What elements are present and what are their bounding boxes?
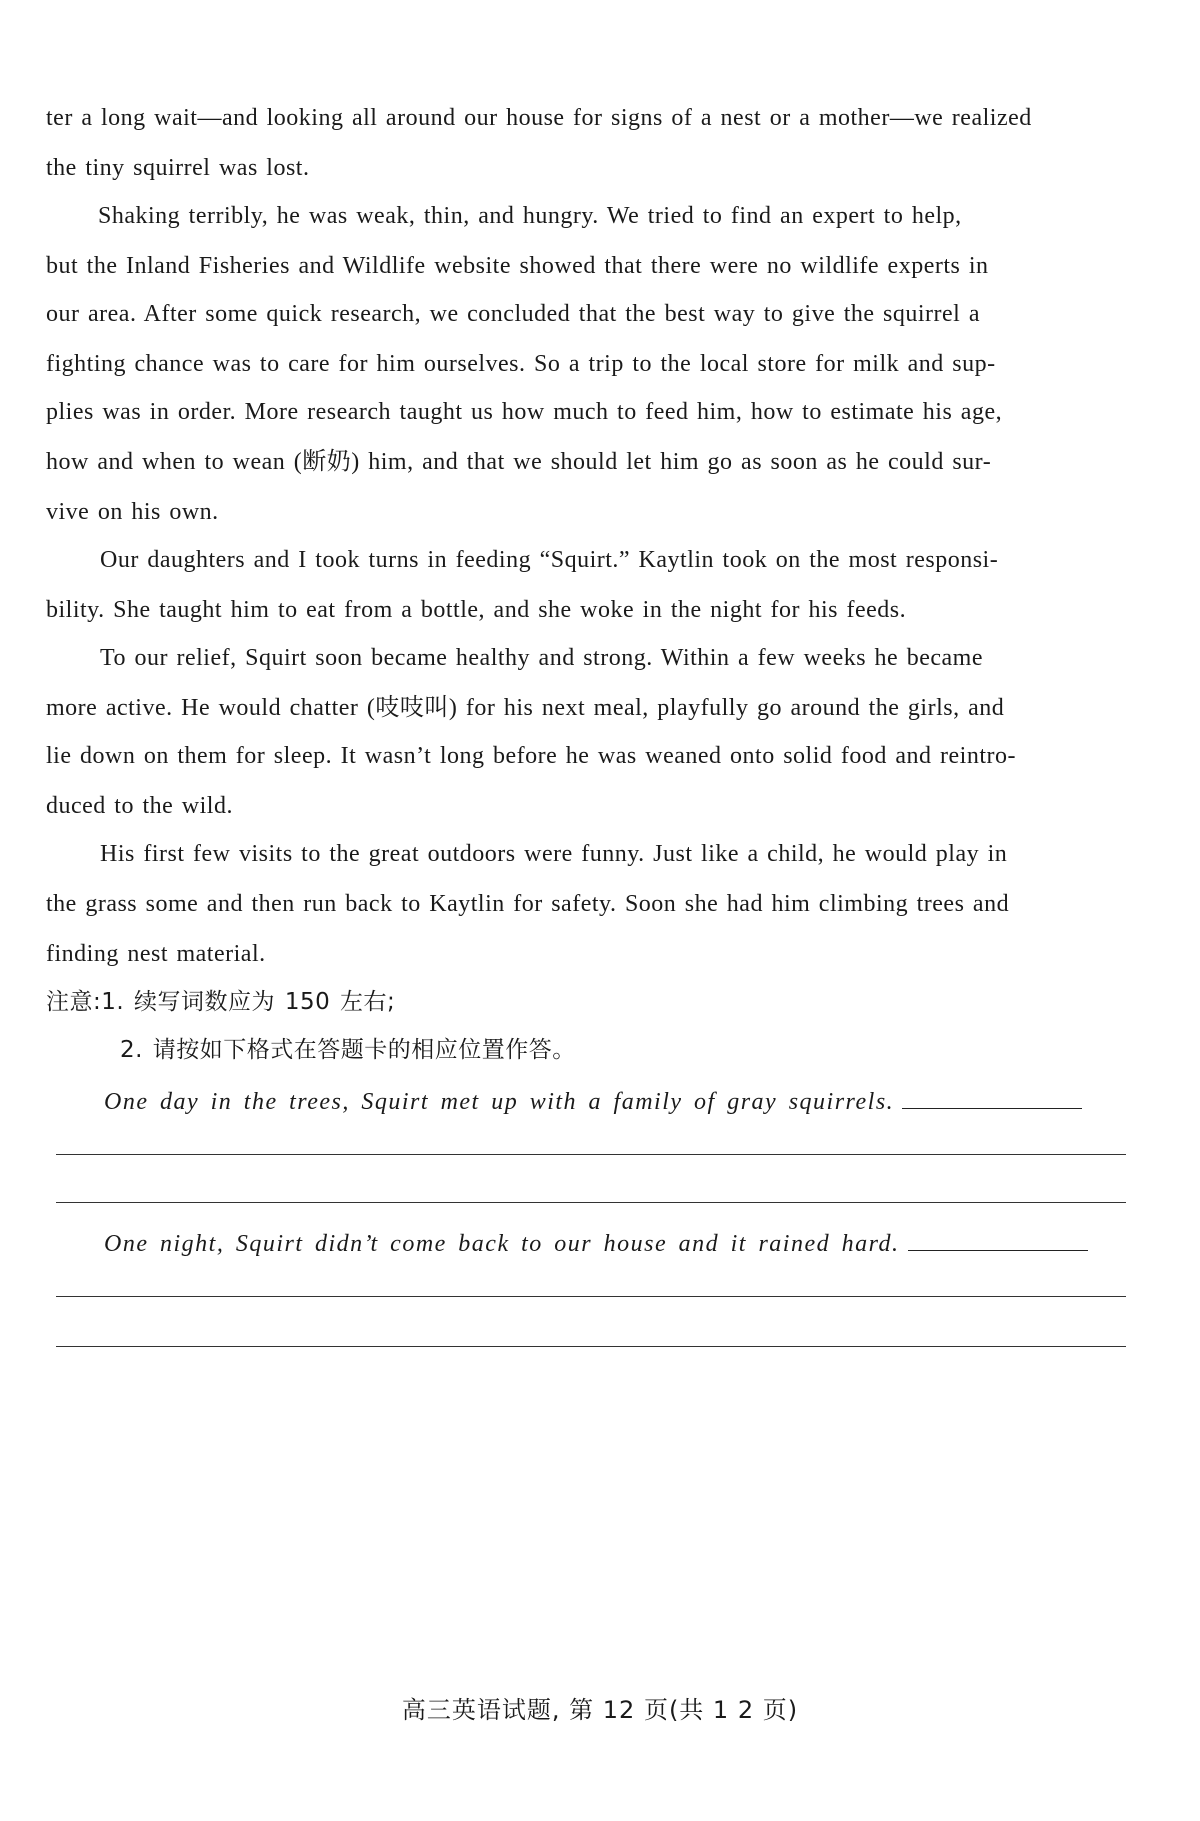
passage-line: His first few visits to the great outdoors were funny. Just like a child, he would play in	[100, 841, 1008, 867]
passage-line: our area. After some quick research, we concluded that the best way to give the squirrel a	[46, 301, 981, 327]
answer-line[interactable]	[56, 1154, 1126, 1155]
answer-line[interactable]	[56, 1202, 1126, 1203]
passage-line: duced to the wild.	[46, 793, 233, 819]
passage-line: ter a long wait—and looking all around our house for signs of a nest or a mother—we realized	[46, 105, 1032, 131]
passage-line: vive on his own.	[46, 499, 219, 525]
page-footer: 高三英语试题, 第 12 页(共 1 2 页)	[401, 1696, 799, 1724]
continuation-prompt-1	[104, 1086, 1082, 1118]
passage-line: finding nest material.	[46, 941, 266, 967]
passage-line: To our relief, Squirt soon became healthy and strong. Within a few weeks he became	[100, 645, 983, 671]
answer-blank[interactable]	[902, 1108, 1082, 1109]
passage-line: Shaking terribly, he was weak, thin, and hungry. We tried to find an expert to help,	[98, 203, 962, 229]
answer-line[interactable]	[56, 1346, 1126, 1347]
passage-line: but the Inland Fisheries and Wildlife website showed that there were no wildlife experts in	[46, 253, 989, 279]
prompt-1-text: One day in the trees, Squirt met up with a family of gray squirrels.	[104, 1089, 895, 1115]
passage-line: how and when to wean (断奶) him, and that we should let him go as soon as he could sur-	[46, 449, 992, 475]
passage-line: the tiny squirrel was lost.	[46, 155, 310, 181]
note-word-count: 注意:1. 续写词数应为 150 左右;	[46, 989, 396, 1015]
answer-line[interactable]	[56, 1296, 1126, 1297]
continuation-prompt-2	[104, 1228, 1088, 1260]
passage-line: Our daughters and I took turns in feeding “Squirt.” Kaytlin took on the most responsi-	[100, 547, 999, 573]
passage-line: more active. He would chatter (吱吱叫) for his next meal, playfully go around the girls, and	[46, 695, 1005, 721]
answer-blank[interactable]	[908, 1250, 1088, 1251]
passage-line: fighting chance was to care for him ourselves. So a trip to the local store for milk and sup-	[46, 351, 996, 377]
note-answer-format: 2. 请按如下格式在答题卡的相应位置作答。	[120, 1037, 576, 1063]
passage-line: the grass some and then run back to Kaytlin for safety. Soon she had him climbing trees and	[46, 891, 1010, 917]
prompt-2-text: One night, Squirt didn’t come back to our house and it rained hard.	[104, 1231, 900, 1257]
passage-line: plies was in order. More research taught us how much to feed him, how to estimate his age,	[46, 399, 1003, 425]
passage-line: lie down on them for sleep. It wasn’t long before he was weaned onto solid food and reintro-	[46, 743, 1016, 769]
passage-line: bility. She taught him to eat from a bottle, and she woke in the night for his feeds.	[46, 597, 907, 623]
